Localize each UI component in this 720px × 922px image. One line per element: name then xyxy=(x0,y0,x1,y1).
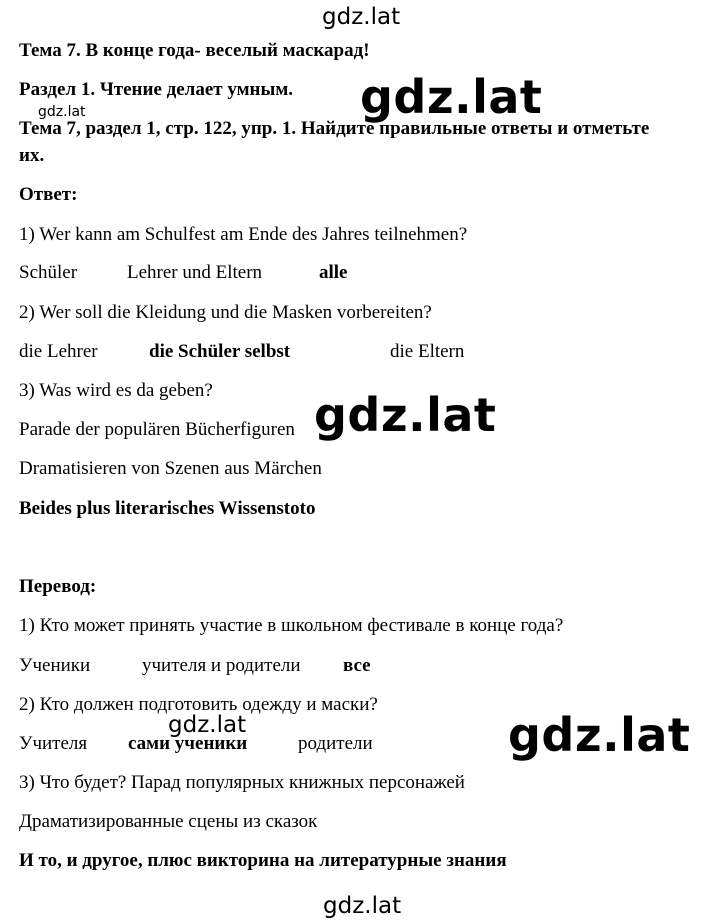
watermark-bottom: gdz.lat xyxy=(323,893,402,919)
translation-question-3: 3) Что будет? Парад популярных книжных персонажей xyxy=(19,772,465,793)
watermark-top: gdz.lat xyxy=(322,4,401,30)
watermark-big-lower-right: gdz.lat xyxy=(508,708,691,762)
translation-q3-correct: И то, и другое, плюс викторина на литературные знания xyxy=(19,850,507,871)
watermark-big-middle: gdz.lat xyxy=(314,388,497,442)
section-title: Раздел 1. Чтение делает умным. xyxy=(19,79,294,100)
answer-q3-correct: Beides plus literarisches Wissenstoto xyxy=(19,498,316,519)
answer-question-3: 3) Was wird es da geben? xyxy=(19,380,213,401)
answer-q2-correct-option: die Schüler selbst xyxy=(149,341,291,362)
answer-heading: Ответ: xyxy=(19,184,78,205)
answer-q2-option: die Eltern xyxy=(390,341,465,362)
answer-question-1: 1) Wer kann am Schulfest am Ende des Jahres teilnehmen? xyxy=(19,224,468,245)
watermark-small-lower: gdz.lat xyxy=(168,712,247,738)
answer-q3-line2: Dramatisieren von Szenen aus Märchen xyxy=(19,458,322,479)
translation-q2-correct-option: сами ученики xyxy=(128,733,248,754)
topic-title: Тема 7. В конце года- веселый маскарад! xyxy=(19,40,370,61)
watermark-big-upper: gdz.lat xyxy=(360,70,543,124)
answer-q1-correct-option: alle xyxy=(319,262,348,283)
answer-question-2: 2) Wer soll die Kleidung und die Masken vorbereiten? xyxy=(19,302,432,323)
answer-q3-line1: Parade der populären Bücherfiguren xyxy=(19,419,295,440)
translation-heading: Перевод: xyxy=(19,576,97,597)
answer-q1-option: Schüler xyxy=(19,262,78,283)
translation-q3-line2: Драматизированные сцены из сказок xyxy=(19,811,318,832)
answer-q2-option: die Lehrer xyxy=(19,341,98,362)
translation-q2-option: Учителя xyxy=(19,733,88,754)
task-title-line1: Тема 7, раздел 1, стр. 122, упр. 1. Найдите правильные ответы и отметьте xyxy=(19,118,650,139)
watermark-small-left: gdz.lat xyxy=(38,104,86,120)
translation-q1-option: Ученики xyxy=(19,655,91,676)
translation-q1-option: учителя и родители xyxy=(142,655,301,676)
translation-question-1: 1) Кто может принять участие в школьном фестивале в конце года? xyxy=(19,615,564,636)
task-title-line2: их. xyxy=(19,145,45,166)
translation-q2-option: родители xyxy=(298,733,373,754)
translation-question-2: 2) Кто должен подготовить одежду и маски? xyxy=(19,694,378,715)
answer-q1-option: Lehrer und Eltern xyxy=(127,262,263,283)
translation-q1-correct-option: все xyxy=(343,655,371,676)
